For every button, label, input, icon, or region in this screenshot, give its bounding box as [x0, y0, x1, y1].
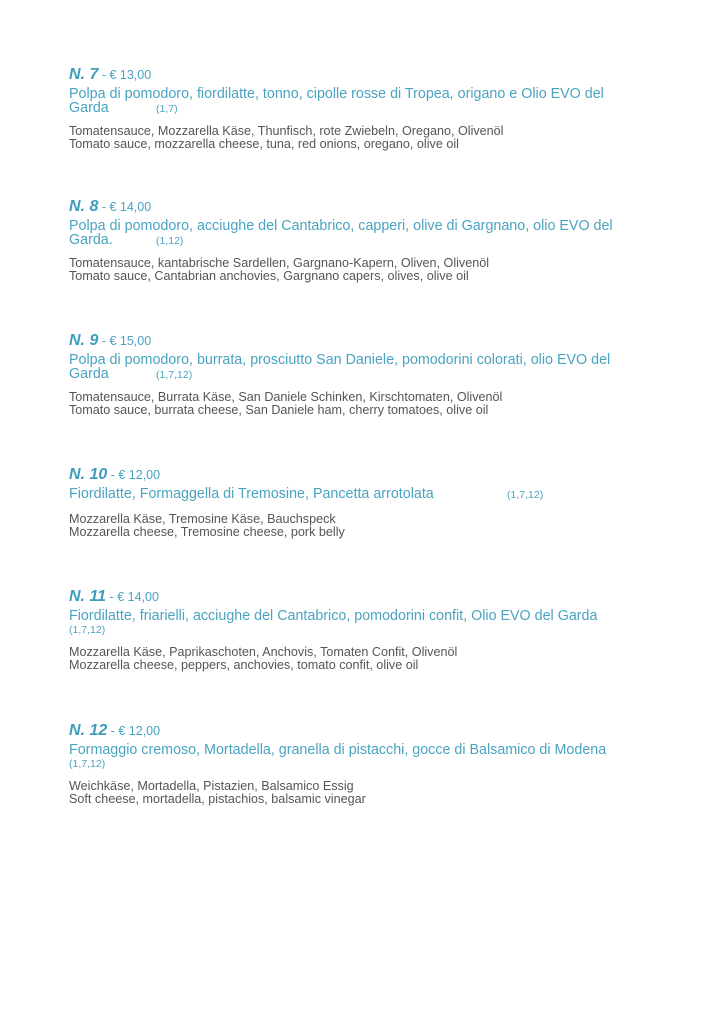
allergens: (1,7)	[156, 103, 178, 115]
english-description: Tomato sauce, mozzarella cheese, tuna, red onions, oregano, olive oil	[69, 137, 459, 151]
english-description: Tomato sauce, Cantabrian anchovies, Gargnano capers, olives, olive oil	[69, 269, 469, 283]
item-number: N. 9	[69, 332, 99, 349]
item-heading	[69, 198, 613, 215]
italian-ingredients: Polpa di pomodoro, burrata, prosciutto San Daniele, pomodorini colorati, olio EVO del	[69, 352, 611, 368]
italian-ingredients-tail: Garda	[69, 100, 109, 116]
italian-ingredients-tail: Garda	[69, 366, 109, 382]
item-heading	[69, 66, 604, 83]
italian-ingredients: Polpa di pomodoro, fiordilatte, tonno, cipolle rosse di Tropea, origano e Olio EVO del	[69, 86, 604, 102]
english-description: Mozzarella cheese, Tremosine cheese, pork belly	[69, 525, 345, 539]
item-number: N. 11	[69, 588, 107, 605]
item-separator: -	[101, 200, 110, 214]
item-heading	[69, 332, 610, 349]
item-price: € 12,00	[118, 724, 161, 738]
item-price: € 15,00	[109, 334, 152, 348]
english-description: Tomato sauce, burrata cheese, San Daniele ham, cherry tomatoes, olive oil	[69, 403, 489, 417]
item-heading	[69, 722, 606, 739]
italian-ingredients: Fiordilatte, friarielli, acciughe del Cantabrico, pomodorini confit, Olio EVO del Garda	[69, 608, 598, 624]
allergens: (1,12)	[156, 235, 184, 247]
item-separator: -	[110, 468, 119, 482]
item-number: N. 8	[69, 198, 99, 215]
allergens: (1,7,12)	[69, 758, 106, 770]
english-description: Mozzarella cheese, peppers, anchovies, tomato confit, olive oil	[69, 658, 419, 672]
english-description: Soft cheese, mortadella, pistachios, balsamic vinegar	[69, 792, 366, 806]
german-description: Weichkäse, Mortadella, Pistazien, Balsamico Essig	[69, 779, 354, 793]
german-description: Mozzarella Käse, Tremosine Käse, Bauchspeck	[69, 512, 336, 526]
menu-item	[69, 332, 610, 417]
italian-ingredients-cont	[69, 233, 613, 248]
german-description: Tomatensauce, Burrata Käse, San Daniele Schinken, Kirschtomaten, Olivenöl	[69, 390, 503, 404]
italian-ingredients: Formaggio cremoso, Mortadella, granella di pistacchi, gocce di Balsamico di Modena	[69, 742, 607, 758]
item-price: € 14,00	[117, 590, 159, 604]
german-description: Mozzarella Käse, Paprikaschoten, Anchovis, Tomaten Confit, Olivenöl	[69, 645, 458, 659]
german-description: Tomatensauce, Mozzarella Käse, Thunfisch, rote Zwiebeln, Oregano, Olivenöl	[69, 124, 504, 138]
item-price: € 12,00	[118, 468, 161, 482]
item-heading	[69, 588, 597, 605]
item-separator: -	[110, 724, 119, 738]
item-number: N. 7	[69, 66, 99, 83]
menu-item	[69, 66, 604, 151]
menu-item	[69, 198, 613, 283]
italian-ingredients-cont	[69, 367, 610, 382]
allergens: (1,7,12)	[507, 489, 544, 501]
item-separator: -	[109, 590, 118, 604]
allergens: (1,7,12)	[69, 624, 106, 636]
italian-ingredients: Polpa di pomodoro, acciughe del Cantabrico, capperi, olive di Gargnano, olio EVO del	[69, 218, 613, 234]
italian-ingredients: Fiordilatte, Formaggella di Tremosine, Pancetta arrotolata	[69, 486, 434, 502]
item-price: € 14,00	[109, 200, 152, 214]
item-separator: -	[101, 68, 110, 82]
item-heading	[69, 466, 659, 483]
menu-item	[69, 466, 659, 539]
item-price: € 13,00	[109, 68, 152, 82]
menu-item	[69, 722, 606, 806]
allergens: (1,7,12)	[156, 369, 193, 381]
german-description: Tomatensauce, kantabrische Sardellen, Gargnano-Kapern, Oliven, Olivenöl	[69, 256, 490, 270]
italian-ingredients-row	[69, 487, 659, 502]
italian-ingredients-tail: Garda.	[69, 232, 113, 248]
item-number: N. 10	[69, 466, 108, 483]
item-number: N. 12	[69, 722, 108, 739]
menu-item	[69, 588, 597, 672]
item-separator: -	[101, 334, 110, 348]
italian-ingredients-cont	[69, 101, 604, 116]
